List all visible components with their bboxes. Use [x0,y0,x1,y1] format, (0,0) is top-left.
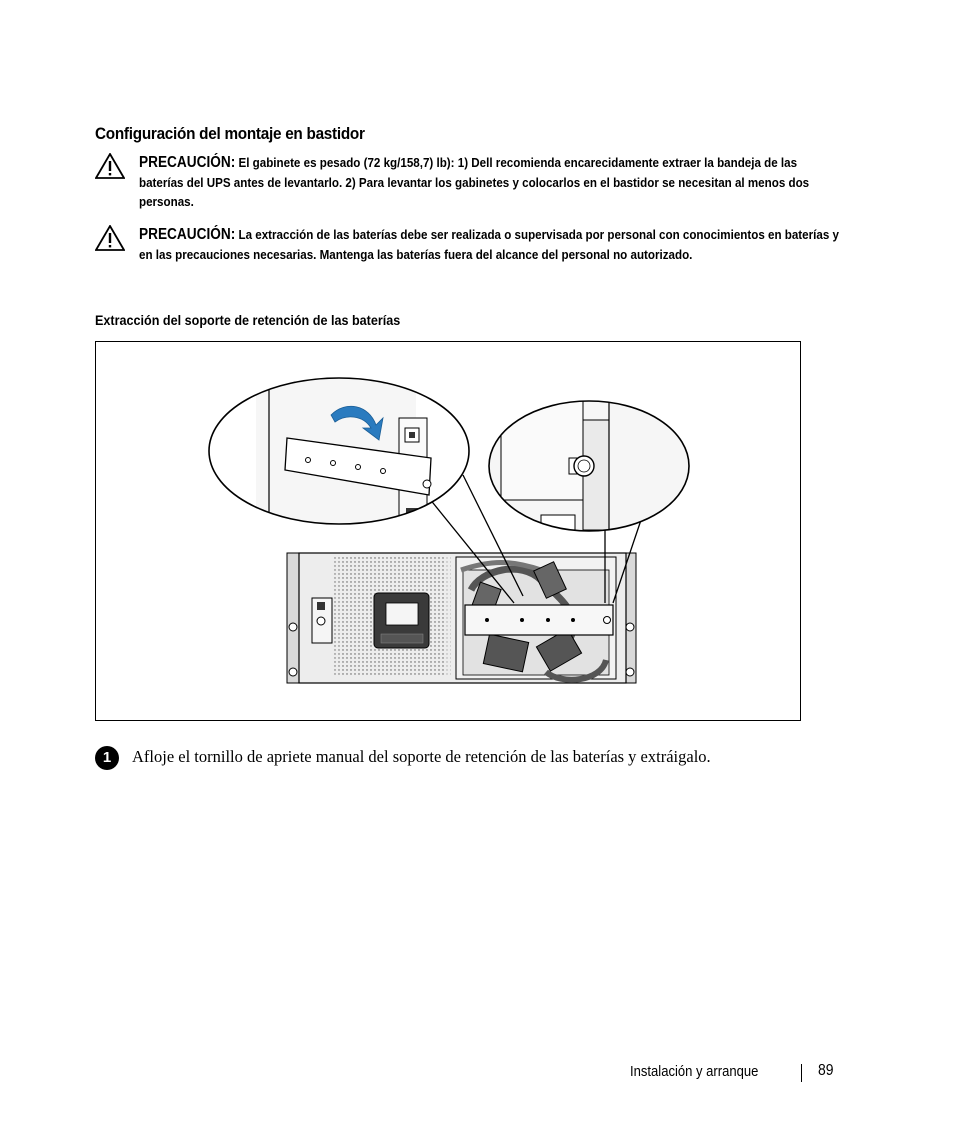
zoom-callout-left [209,375,469,535]
caution-text [139,225,843,264]
zoom-callout-right [489,400,689,535]
ups-illustration [96,342,800,720]
figure-frame [95,341,801,721]
warning-triangle-icon [95,225,125,251]
caution-body: El gabinete es pesado (72 kg/158,7) lb): 1) Dell recomienda encarecidamente extraer la bandeja de las baterías del UPS antes de levantarlo. 2) Para levantar los gabinetes y colocarlos en el bastidor se necesitan al menos dos personas. [139,155,810,209]
caution-text [139,153,843,212]
section-title: Configuración del montaje en bastidor [95,124,365,143]
step-number-badge: 1 [95,746,119,770]
step-text: Afloje el tornillo de apriete manual del soporte de retención de las baterías y extráigalo. [132,747,711,766]
footer-divider [801,1064,802,1082]
ups-chassis [287,553,636,683]
caution-label: PRECAUCIÓN: [139,226,236,243]
warning-triangle-icon [95,153,125,179]
caution-label: PRECAUCIÓN: [139,154,236,171]
footer-section-title: Instalación y arranque [630,1064,759,1080]
page-number: 89 [818,1062,834,1079]
caution-body: La extracción de las baterías debe ser realizada o supervisada por personal con conocimientos en baterías y en las precauciones necesarias. Mantenga las baterías fuera del alcance del personal no autorizado. [139,227,839,262]
thumbscrew-icon [569,456,594,476]
figure-title: Extracción del soporte de retención de las baterías [95,312,401,328]
